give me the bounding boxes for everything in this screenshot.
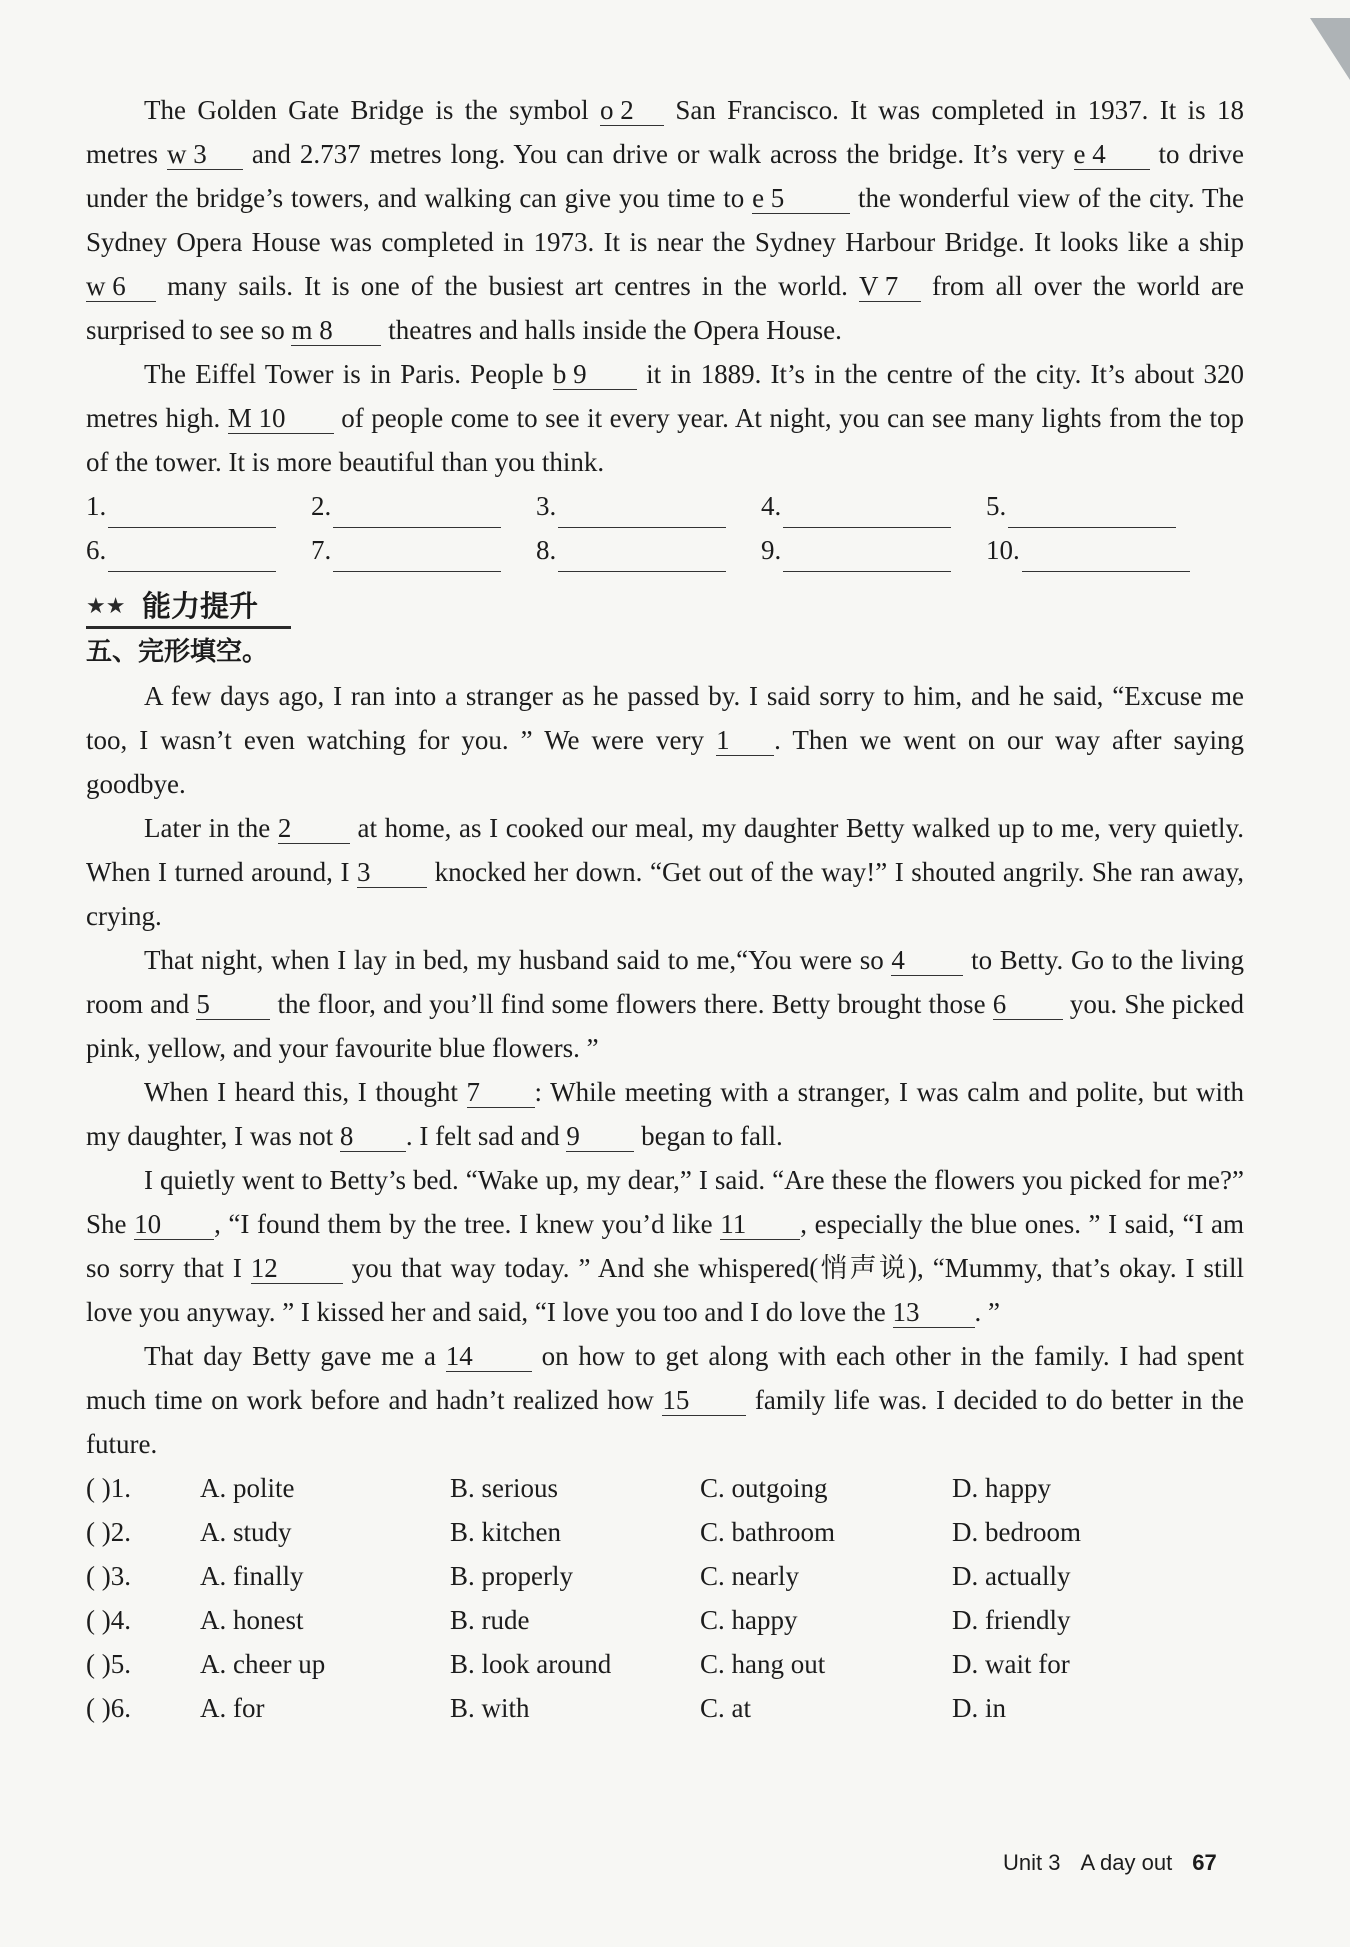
- cloze-paragraph-6: That day Betty gave me a 14 on how to get along with each other in the family. I had spent much time on work before and hadn’t realized how 15 family life was. I decided to do better in the future.: [86, 1341, 1244, 1459]
- cloze-blank-15[interactable]: 15: [662, 1385, 746, 1416]
- cloze-paragraph-3: That night, when I lay in bed, my husband said to me,“You were so 4 to Betty. Go to the living room and 5 the floor, and you’ll find some flowers there. Betty brought those 6 you. She picked pink, yellow, and your favourite blue flowers. ”: [86, 945, 1244, 1063]
- blank-5[interactable]: e 5: [752, 183, 850, 214]
- cloze-blank-11[interactable]: 11: [720, 1209, 800, 1240]
- answer-row-2: [86, 528, 1244, 572]
- cloze-blank-6[interactable]: 6: [993, 989, 1063, 1020]
- cloze-blank-10[interactable]: 10: [134, 1209, 214, 1240]
- answer-slot-1[interactable]: 1.: [86, 484, 311, 528]
- blank-6[interactable]: w 6: [86, 271, 156, 302]
- option-a[interactable]: A. honest: [200, 1605, 304, 1635]
- answer-slot-4[interactable]: 4.: [761, 484, 986, 528]
- blank-7[interactable]: V 7: [859, 271, 921, 302]
- cloze-paragraph-2: Later in the 2 at home, as I cooked our meal, my daughter Betty walked up to me, very quietly. When I turned around, I 3 knocked her down. “Get out of the way!” I shouted angrily. She ran away, crying.: [86, 813, 1244, 931]
- corner-fold-mark: [1310, 18, 1350, 80]
- option-number[interactable]: ( )4.: [86, 1605, 131, 1635]
- option-d[interactable]: D. bedroom: [952, 1517, 1081, 1547]
- footer-title: A day out: [1080, 1850, 1173, 1875]
- cloze-paragraph-5: I quietly went to Betty’s bed. “Wake up, my dear,” I said. “Are these the flowers you picked for me?” She 10 , “I found them by the tree. I knew you’d like 11 , especially the blue ones. ” I said, “I am so sorry that I 12 you that way today. ” And she whispered(悄声说), “Mummy, that’s okay. I still love you anyway. ” I kissed her and said, “I love you too and I do love the 13 . ”: [86, 1165, 1245, 1327]
- option-c[interactable]: C. bathroom: [700, 1517, 835, 1547]
- blank-4[interactable]: e 4: [1074, 139, 1150, 170]
- option-row-3: [86, 1554, 1244, 1598]
- answer-line[interactable]: [1022, 541, 1190, 572]
- blank-10[interactable]: M 10: [228, 403, 334, 434]
- answer-line[interactable]: [783, 497, 951, 528]
- blank-8[interactable]: m 8: [291, 315, 381, 346]
- option-d[interactable]: D. happy: [952, 1473, 1051, 1503]
- answer-slot-8[interactable]: 8.: [536, 528, 761, 572]
- cloze-paragraph-1: A few days ago, I ran into a stranger as he passed by. I said sorry to him, and he said, “Excuse me too, I wasn’t even watching for you. ” We were very 1 . Then we went on our way after saying goodbye.: [86, 681, 1244, 799]
- answer-line[interactable]: [558, 541, 726, 572]
- cloze-blank-2[interactable]: 2: [278, 813, 350, 844]
- option-c[interactable]: C. outgoing: [700, 1473, 828, 1503]
- answer-line[interactable]: [783, 541, 951, 572]
- blank-9[interactable]: b 9: [553, 359, 637, 390]
- page-footer: [1003, 1850, 1217, 1876]
- option-row-5: [86, 1642, 1244, 1686]
- option-c[interactable]: C. hang out: [700, 1649, 826, 1679]
- answer-slot-5[interactable]: 5.: [986, 484, 1211, 528]
- option-a[interactable]: A. finally: [200, 1561, 304, 1591]
- answer-slot-2[interactable]: 2.: [311, 484, 536, 528]
- cloze-blank-9[interactable]: 9: [566, 1121, 634, 1152]
- passage-paragraph-golden-gate: The Golden Gate Bridge is the symbol o 2 San Francisco. It was completed in 1937. It is 18 metres w 3 and 2.737 metres long. You can drive or walk across the bridge. It’s very e 4 to drive under the bridge’s towers, and walking can give you time to e 5 the wonderful view of the city. The Sydney Opera House was completed in 1973. It is near the Sydney Harbour Bridge. It looks like a ship w 6 many sails. It is one of the busiest art centres in the world. V 7 from all over the world are surprised to see so m 8 theatres and halls inside the Opera House.: [86, 95, 1244, 345]
- task-heading: 五、完形填空。: [86, 637, 269, 667]
- cloze-blank-14[interactable]: 14: [446, 1341, 532, 1372]
- option-a[interactable]: A. study: [200, 1517, 292, 1547]
- cloze-blank-1[interactable]: 1: [716, 725, 774, 756]
- option-b[interactable]: B. look around: [450, 1649, 612, 1679]
- option-number[interactable]: ( )5.: [86, 1649, 131, 1679]
- blank-3[interactable]: w 3: [167, 139, 243, 170]
- option-row-6: [86, 1686, 1244, 1730]
- answer-slot-10[interactable]: 10.: [986, 528, 1211, 572]
- option-b[interactable]: B. with: [450, 1693, 530, 1723]
- answer-line[interactable]: [1008, 497, 1176, 528]
- answer-line[interactable]: [558, 497, 726, 528]
- option-a[interactable]: A. polite: [200, 1473, 295, 1503]
- option-c[interactable]: C. at: [700, 1693, 751, 1723]
- section-header: [86, 580, 1244, 630]
- option-number[interactable]: ( )3.: [86, 1561, 131, 1591]
- option-b[interactable]: B. rude: [450, 1605, 530, 1635]
- option-b[interactable]: B. properly: [450, 1561, 573, 1591]
- cloze-blank-13[interactable]: 13: [893, 1297, 975, 1328]
- section-underline: [86, 626, 291, 629]
- option-c[interactable]: C. nearly: [700, 1561, 799, 1591]
- option-b[interactable]: B. kitchen: [450, 1517, 561, 1547]
- worksheet-page: [86, 88, 1244, 1730]
- answer-line[interactable]: [333, 541, 501, 572]
- options-list: [86, 1466, 1244, 1730]
- option-a[interactable]: A. cheer up: [200, 1649, 326, 1679]
- option-number[interactable]: ( )1.: [86, 1473, 131, 1503]
- answer-slot-3[interactable]: 3.: [536, 484, 761, 528]
- section-title: 能力提升: [142, 589, 259, 623]
- passage-paragraph-eiffel: The Eiffel Tower is in Paris. People b 9 it in 1889. It’s in the centre of the city. It’s about 320 metres high. M 10 of people come to see it every year. At night, you can see many lights from the top of the tower. It is more beautiful than you think.: [86, 359, 1244, 477]
- blank-2[interactable]: o 2: [600, 95, 664, 126]
- option-row-2: [86, 1510, 1244, 1554]
- option-c[interactable]: C. happy: [700, 1605, 798, 1635]
- option-d[interactable]: D. actually: [952, 1561, 1071, 1591]
- answer-slot-6[interactable]: 6.: [86, 528, 311, 572]
- page-number: 67: [1192, 1850, 1217, 1875]
- answer-line[interactable]: [333, 497, 501, 528]
- cloze-blank-4[interactable]: 4: [891, 945, 963, 976]
- answer-slot-7[interactable]: 7.: [311, 528, 536, 572]
- option-number[interactable]: ( )2.: [86, 1517, 131, 1547]
- cloze-blank-12[interactable]: 12: [251, 1253, 343, 1284]
- option-row-1: [86, 1466, 1244, 1510]
- option-number[interactable]: ( )6.: [86, 1693, 131, 1723]
- option-d[interactable]: D. friendly: [952, 1605, 1071, 1635]
- answer-row-1: [86, 484, 1244, 528]
- cloze-paragraph-4: When I heard this, I thought 7 : While meeting with a stranger, I was calm and polite, but with my daughter, I was not 8 . I felt sad and 9 began to fall.: [86, 1077, 1244, 1151]
- stars-icon: ★★: [86, 594, 126, 619]
- answer-line[interactable]: [108, 541, 276, 572]
- answer-slot-9[interactable]: 9.: [761, 528, 986, 572]
- option-d[interactable]: D. in: [952, 1693, 1006, 1723]
- cloze-blank-7[interactable]: 7: [467, 1077, 535, 1108]
- cloze-blank-3[interactable]: 3: [357, 857, 427, 888]
- option-a[interactable]: A. for: [200, 1693, 265, 1723]
- option-d[interactable]: D. wait for: [952, 1649, 1070, 1679]
- option-b[interactable]: B. serious: [450, 1473, 558, 1503]
- cloze-blank-5[interactable]: 5: [196, 989, 270, 1020]
- answer-line[interactable]: [108, 497, 276, 528]
- footer-unit: Unit 3: [1003, 1850, 1061, 1875]
- cloze-blank-8[interactable]: 8: [340, 1121, 406, 1152]
- option-row-4: [86, 1598, 1244, 1642]
